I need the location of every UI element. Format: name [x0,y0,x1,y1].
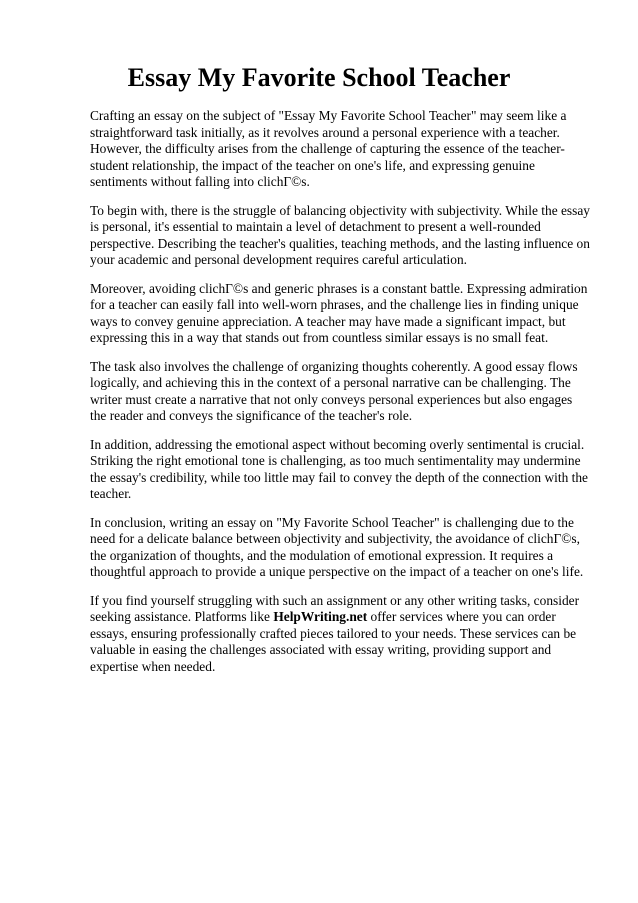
paragraph-emotional: In addition, addressing the emotional aspect without becoming overly sentimental is crucial. Striking the right emotional tone is challenging, as too much sentimentality may undermine the essay's credibility, while too little may fail to convey the depth of the connection with the teacher. [90,436,588,501]
paragraph-intro: Crafting an essay on the subject of "Essay My Favorite School Teacher" may seem like a straightforward task initially, as it revolves around a personal experience with a teacher. However, the difficulty arises from the challenge of capturing the essence of the teacher-student relationship, the impact of the teacher on one's life, and expressing genuine sentiments without falling into clichГ©s. [90,108,567,189]
paragraph-organizing: The task also involves the challenge of organizing thoughts coherently. A good essay flows logically, and achieving this in the context of a personal narrative can be challenging. The writer must create a narrative that not only conveys personal experiences but also engages the reader and conveys the significance of the teacher's role. [90,358,578,423]
paragraph-conclusion: In conclusion, writing an essay on "My Favorite School Teacher" is challenging due to the need for a delicate balance between objectivity and subjectivity, the avoidance of clichГ©s, the organization of thoughts, and the modulation of emotional expression. It requires a thoughtful approach to provide a unique perspective on the impact of a teacher on one's life. [90,514,584,579]
paragraph-closing [90,593,590,676]
page-title: Essay My Favorite School Teacher [127,63,511,92]
helpwriting-link[interactable]: HelpWriting.net [273,609,368,624]
closing-text-after: offer services where you can order essays, ensuring professionally crafted pieces tailored to your needs. These services can be valuable in easing the challenges associated with essay writing, providing support and expertise when needed. [90,609,577,674]
closing-text-before: If you find yourself struggling with such an assignment or any other writing tasks, consider seeking assistance. Platforms like [90,592,580,624]
paragraph-objectivity: To begin with, there is the struggle of balancing objectivity with subjectivity. While the essay is personal, it's essential to maintain a level of detachment to present a well-rounded perspective. Describing the teacher's qualities, teaching methods, and the lasting influence on your academic and personal development requires careful articulation. [90,202,590,267]
paragraph-cliches: Moreover, avoiding clichГ©s and generic phrases is a constant battle. Expressing admiration for a teacher can easily fall into well-worn phrases, and the challenge lies in finding unique ways to convey genuine appreciation. A teacher may have made a significant impact, but expressing this in a way that stands out from countless similar essays is no small feat. [90,280,588,345]
